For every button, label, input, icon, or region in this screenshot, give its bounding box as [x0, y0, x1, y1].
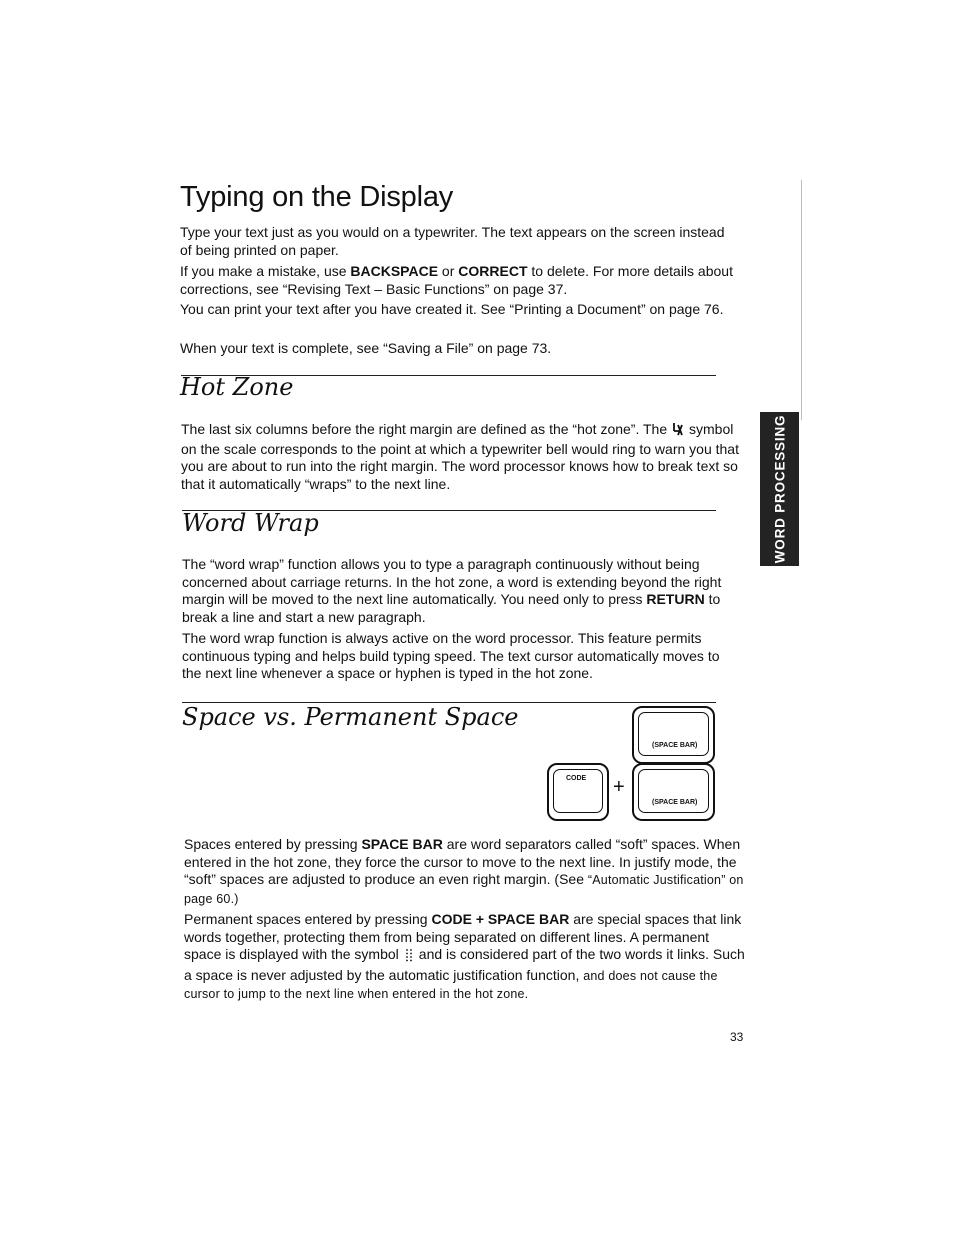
section-divider [182, 510, 716, 511]
word-wrap-paragraph-2: The word wrap function is always active on the word processor. This feature permits continuous typing and helps build typing speed. The text cursor automatically moves to the next line whenever a space or hyphen is typed in the hot zone. [182, 630, 720, 681]
code-key-label: CODE [566, 775, 587, 782]
return-key-name: RETURN [646, 591, 705, 607]
page-title: Typing on the Display [180, 181, 454, 213]
correct-key-name: CORRECT [458, 263, 528, 279]
permanent-space-symbol-icon [405, 948, 413, 967]
space-text: Spaces entered by pressing [184, 836, 362, 852]
word-wrap-text: The “word wrap” function allows you to type a paragraph continuously without being concerned about carriage returns. In the hot zone, a word is extending beyond the right margin will be moved to the next line automatically. You need only to press [182, 556, 722, 607]
code-space-bar-key-name: CODE + SPACE BAR [431, 911, 570, 927]
space-bar-key-label: (SPACE BAR) [652, 799, 698, 806]
margin-rule [801, 180, 802, 420]
space-bar-key-label: (SPACE BAR) [652, 742, 698, 749]
hot-zone-heading: Hot Zone [180, 373, 294, 401]
space-text: and is considered part of the two words it links. Such a space is never adjusted by the automatic justification function, [184, 946, 745, 983]
backspace-key-name: BACKSPACE [350, 263, 439, 279]
section-tab [760, 412, 799, 566]
space-text: are special spaces that link words together, protecting them from being separated on different lines. A permanent space is displayed with the symbol [184, 911, 742, 962]
intro-paragraph-2 [180, 263, 740, 298]
intro-paragraph-3: You can print your text after you have created it. See “Printing a Document” on page 76. [180, 301, 724, 317]
space-paragraph-1 [184, 836, 744, 908]
space-paragraph-2 [184, 911, 749, 1004]
plus-sign: + [613, 776, 625, 798]
intro-paragraph-1: Type your text just as you would on a typewriter. The text appears on the screen instead of being printed on paper. [180, 224, 725, 258]
code-key-icon [547, 763, 609, 821]
hot-zone-text: symbol on the scale corresponds to the point at which a typewriter bell would ring to warn you that you are about to run into the right margin. The word processor knows how to break text so that it automatically “wraps” to the next line. [181, 421, 739, 492]
space-bar-key-name: SPACE BAR [361, 836, 443, 852]
hot-zone-paragraph [181, 421, 741, 493]
space-bar-key-icon [632, 706, 715, 764]
section-divider [181, 375, 716, 376]
space-text-small: and does not cause the cursor to jump to the next line when entered in the hot zone. [184, 968, 718, 1001]
hot-zone-text: The last six columns before the right margin are defined as the “hot zone”. The [181, 421, 668, 437]
space-bar-key-icon [632, 763, 715, 821]
word-wrap-paragraph-1 [182, 556, 742, 626]
section-divider [182, 702, 716, 703]
space-text: Permanent spaces entered by pressing [184, 911, 432, 927]
intro-paragraph-2-text: If you make a mistake, use [180, 263, 351, 279]
space-text-small: “Automatic Justification” on page 60.) [184, 873, 744, 906]
intro-paragraph-2-text: or [438, 263, 459, 279]
space-heading: Space vs. Permanent Space [182, 703, 519, 731]
intro-paragraph-2-text: to delete. For more details about corrections, see “Revising Text – Basic Functions” on page 37. [180, 263, 733, 297]
bell-symbol-icon [671, 422, 685, 441]
intro-paragraph-4: When your text is complete, see “Saving a File” on page 73. [180, 340, 552, 356]
word-wrap-text: to break a line and start a new paragraph. [182, 591, 721, 625]
page-number: 33 [730, 1030, 744, 1044]
word-wrap-heading: Word Wrap [182, 509, 319, 537]
space-text: are word separators called “soft” spaces. When entered in the hot zone, they force the cursor to move to the next line. In justify mode, the “soft” spaces are adjusted to produce an even right margin. (See [184, 836, 741, 887]
section-tab-label: WORD PROCESSING [772, 414, 787, 564]
